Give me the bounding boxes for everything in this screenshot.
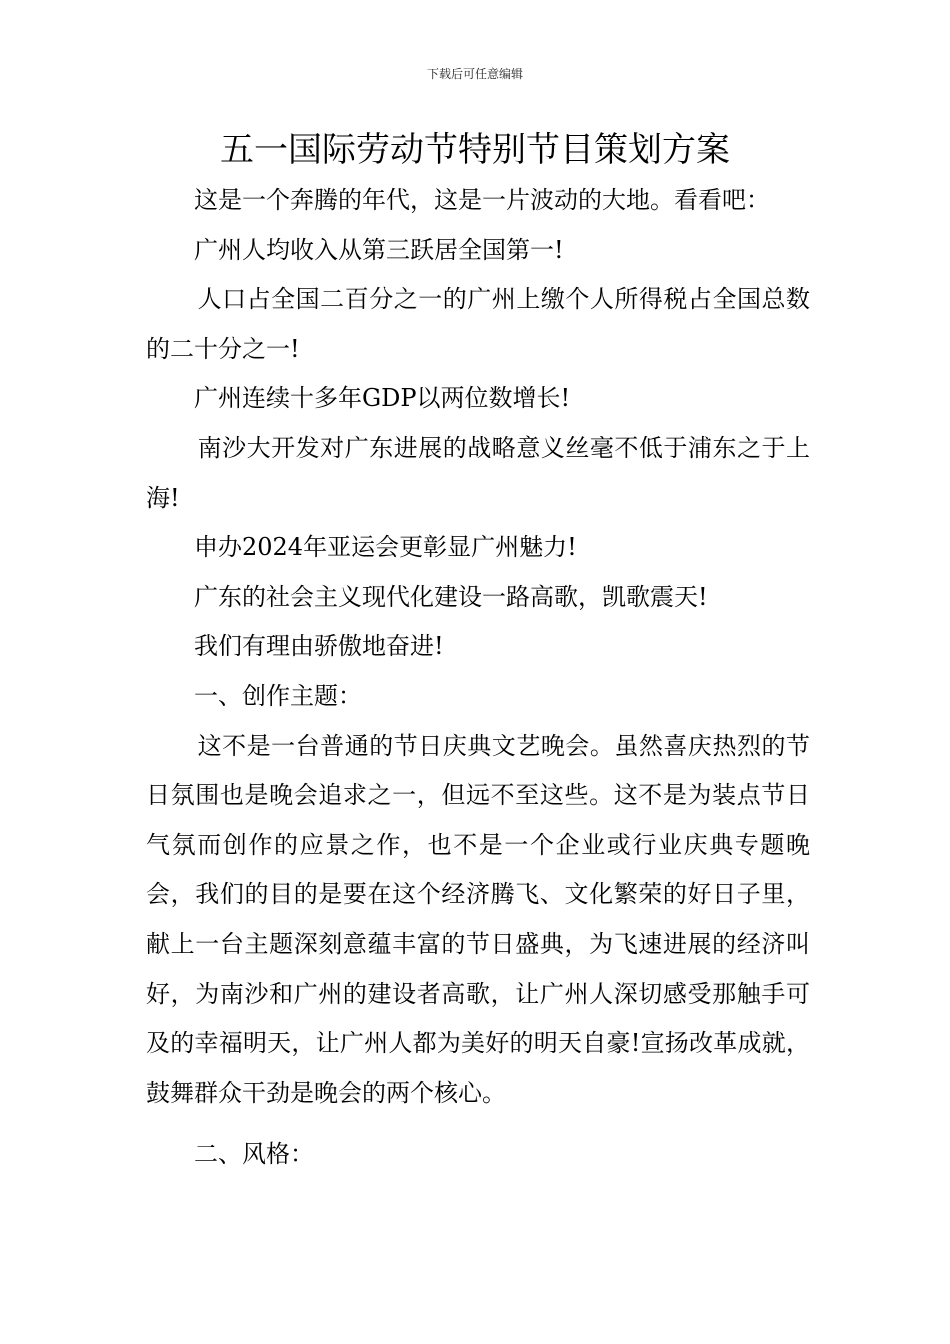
document-body: [146, 176, 810, 1180]
paragraph-theme-body: 这不是一台普通的节日庆典文艺晚会。虽然喜庆热烈的节日氛围也是晚会追求之一，但远不至这些。这不是为装点节日气氛而创作的应景之作，也不是一个企业或行业庆典专题晚会，我们的目的是要在这个经济腾飞、文化繁荣的好日子里，献上一台主题深刻意蕴丰富的节日盛典，为飞速进展的经济叫好，为南沙和广州的建设者高歌，让广州人深切感受那触手可及的幸福明天，让广州人都为美好的明天自豪!宣扬改革成就，鼓舞群众干劲是晚会的两个核心。: [146, 731, 810, 1107]
paragraph-proud: 我们有理由骄傲地奋进!: [194, 632, 444, 661]
paragraph-asian-games: 申办2024年亚运会更彰显广州魅力!: [194, 533, 577, 562]
paragraph-nansha: 南沙大开发对广东进展的战略意义丝毫不低于浦东之于上海!: [146, 433, 810, 512]
paragraph-intro: 这是一个奔腾的年代，这是一片波动的大地。看看吧：: [194, 186, 770, 214]
document-title: 五一国际劳动节特别节目策划方案: [220, 130, 730, 170]
paragraph-tax: 人口占全国二百分之一的广州上缴个人所得税占全国总数的二十分之一!: [146, 285, 810, 363]
paragraph-modernization: 广东的社会主义现代化建设一路高歌，凯歌震天!: [194, 582, 708, 611]
section-heading-style: 二、风格：: [194, 1140, 314, 1169]
section-heading-theme: 一、创作主题：: [194, 681, 362, 710]
header-note: 下载后可任意编辑: [426, 67, 523, 81]
paragraph-gdp: 广州连续十多年GDP以两位数增长!: [194, 384, 571, 413]
paragraph-income: 广州人均收入从第三跃居全国第一!: [194, 235, 564, 264]
